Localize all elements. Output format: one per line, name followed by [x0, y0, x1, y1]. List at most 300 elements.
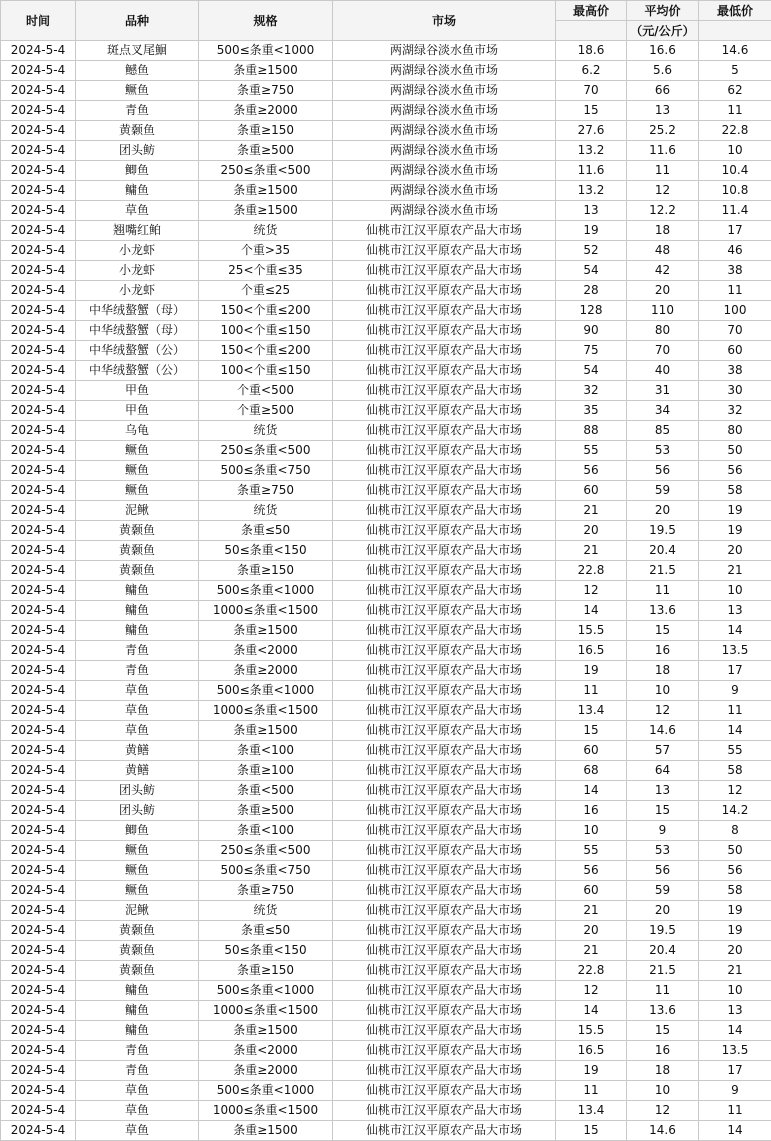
cell-time: 2024-5-4	[1, 1021, 76, 1041]
cell-max-price: 20	[556, 921, 627, 941]
cell-min-price: 32	[699, 401, 771, 421]
cell-time: 2024-5-4	[1, 241, 76, 261]
cell-time: 2024-5-4	[1, 981, 76, 1001]
cell-spec: 1000≤条重<1500	[199, 601, 333, 621]
table-row	[1, 161, 771, 181]
cell-avg-price: 14.6	[627, 1121, 699, 1141]
cell-avg-price: 19.5	[627, 521, 699, 541]
cell-market: 仙桃市江汉平原农产品大市场	[333, 981, 556, 1001]
cell-market: 仙桃市江汉平原农产品大市场	[333, 1041, 556, 1061]
cell-avg-price: 18	[627, 1061, 699, 1081]
cell-time: 2024-5-4	[1, 721, 76, 741]
cell-min-price: 17	[699, 661, 771, 681]
cell-max-price: 16.5	[556, 1041, 627, 1061]
cell-min-price: 10	[699, 981, 771, 1001]
table-row	[1, 101, 771, 121]
cell-max-price: 20	[556, 521, 627, 541]
cell-avg-price: 12.2	[627, 201, 699, 221]
cell-avg-price: 59	[627, 881, 699, 901]
cell-max-price: 11	[556, 681, 627, 701]
cell-avg-price: 11	[627, 981, 699, 1001]
cell-time: 2024-5-4	[1, 401, 76, 421]
cell-avg-price: 53	[627, 841, 699, 861]
header-time: 时间	[1, 1, 76, 41]
cell-variety: 草鱼	[76, 721, 199, 741]
cell-avg-price: 10	[627, 681, 699, 701]
cell-time: 2024-5-4	[1, 761, 76, 781]
cell-max-price: 12	[556, 581, 627, 601]
cell-variety: 鳙鱼	[76, 981, 199, 1001]
table-row	[1, 361, 771, 381]
cell-variety: 草鱼	[76, 1101, 199, 1121]
cell-spec: 条重≥750	[199, 81, 333, 101]
cell-market: 仙桃市江汉平原农产品大市场	[333, 221, 556, 241]
cell-avg-price: 13.6	[627, 601, 699, 621]
cell-spec: 个重<500	[199, 381, 333, 401]
cell-min-price: 13	[699, 1001, 771, 1021]
cell-variety: 青鱼	[76, 101, 199, 121]
table-row	[1, 781, 771, 801]
cell-spec: 个重≥500	[199, 401, 333, 421]
cell-min-price: 30	[699, 381, 771, 401]
cell-min-price: 55	[699, 741, 771, 761]
table-row	[1, 61, 771, 81]
cell-market: 仙桃市江汉平原农产品大市场	[333, 241, 556, 261]
cell-min-price: 14	[699, 1121, 771, 1141]
cell-avg-price: 20.4	[627, 941, 699, 961]
table-row	[1, 681, 771, 701]
cell-spec: 500≤条重<1000	[199, 581, 333, 601]
table-row	[1, 1101, 771, 1121]
cell-time: 2024-5-4	[1, 781, 76, 801]
cell-time: 2024-5-4	[1, 921, 76, 941]
cell-market: 仙桃市江汉平原农产品大市场	[333, 821, 556, 841]
table-row	[1, 541, 771, 561]
cell-spec: 个重≤25	[199, 281, 333, 301]
cell-variety: 鳙鱼	[76, 601, 199, 621]
cell-spec: 500≤条重<750	[199, 461, 333, 481]
cell-avg-price: 15	[627, 801, 699, 821]
cell-variety: 草鱼	[76, 201, 199, 221]
cell-spec: 条重≥500	[199, 141, 333, 161]
cell-avg-price: 13	[627, 781, 699, 801]
cell-variety: 鳜鱼	[76, 461, 199, 481]
cell-avg-price: 11	[627, 581, 699, 601]
table-row	[1, 761, 771, 781]
cell-avg-price: 10	[627, 1081, 699, 1101]
cell-market: 仙桃市江汉平原农产品大市场	[333, 461, 556, 481]
cell-variety: 乌龟	[76, 421, 199, 441]
cell-min-price: 11	[699, 1101, 771, 1121]
cell-max-price: 60	[556, 741, 627, 761]
cell-min-price: 9	[699, 681, 771, 701]
cell-time: 2024-5-4	[1, 941, 76, 961]
table-row	[1, 521, 771, 541]
cell-time: 2024-5-4	[1, 281, 76, 301]
cell-min-price: 11	[699, 701, 771, 721]
cell-max-price: 11	[556, 1081, 627, 1101]
cell-variety: 小龙虾	[76, 241, 199, 261]
cell-avg-price: 20	[627, 281, 699, 301]
cell-avg-price: 48	[627, 241, 699, 261]
cell-time: 2024-5-4	[1, 101, 76, 121]
cell-min-price: 14	[699, 1021, 771, 1041]
cell-max-price: 19	[556, 221, 627, 241]
header-avg-price: 平均价	[627, 1, 699, 21]
cell-variety: 鳙鱼	[76, 581, 199, 601]
cell-time: 2024-5-4	[1, 741, 76, 761]
cell-market: 仙桃市江汉平原农产品大市场	[333, 881, 556, 901]
cell-spec: 统货	[199, 221, 333, 241]
cell-time: 2024-5-4	[1, 861, 76, 881]
cell-avg-price: 110	[627, 301, 699, 321]
cell-max-price: 21	[556, 501, 627, 521]
table-row	[1, 961, 771, 981]
cell-variety: 草鱼	[76, 1081, 199, 1101]
cell-avg-price: 80	[627, 321, 699, 341]
cell-time: 2024-5-4	[1, 881, 76, 901]
cell-variety: 鲫鱼	[76, 161, 199, 181]
cell-market: 仙桃市江汉平原农产品大市场	[333, 561, 556, 581]
cell-time: 2024-5-4	[1, 341, 76, 361]
cell-market: 仙桃市江汉平原农产品大市场	[333, 921, 556, 941]
cell-max-price: 11.6	[556, 161, 627, 181]
cell-variety: 翘嘴红鲌	[76, 221, 199, 241]
cell-time: 2024-5-4	[1, 641, 76, 661]
cell-time: 2024-5-4	[1, 801, 76, 821]
cell-spec: 条重≥1500	[199, 61, 333, 81]
cell-time: 2024-5-4	[1, 501, 76, 521]
cell-market: 仙桃市江汉平原农产品大市场	[333, 361, 556, 381]
cell-variety: 鳜鱼	[76, 881, 199, 901]
table-row	[1, 981, 771, 1001]
cell-market: 仙桃市江汉平原农产品大市场	[333, 341, 556, 361]
table-row	[1, 241, 771, 261]
cell-spec: 条重≥2000	[199, 661, 333, 681]
cell-max-price: 19	[556, 1061, 627, 1081]
cell-time: 2024-5-4	[1, 681, 76, 701]
table-row	[1, 381, 771, 401]
cell-max-price: 35	[556, 401, 627, 421]
cell-avg-price: 16.6	[627, 41, 699, 61]
cell-min-price: 10	[699, 581, 771, 601]
cell-min-price: 10.8	[699, 181, 771, 201]
cell-variety: 草鱼	[76, 1121, 199, 1141]
cell-max-price: 15.5	[556, 1021, 627, 1041]
cell-spec: 1000≤条重<1500	[199, 1101, 333, 1121]
cell-max-price: 12	[556, 981, 627, 1001]
cell-time: 2024-5-4	[1, 421, 76, 441]
header-unit: （元/公斤）	[627, 21, 699, 41]
cell-variety: 泥鳅	[76, 901, 199, 921]
table-row	[1, 841, 771, 861]
table-row	[1, 461, 771, 481]
cell-spec: 条重<500	[199, 781, 333, 801]
cell-max-price: 15	[556, 721, 627, 741]
cell-variety: 黄颡鱼	[76, 941, 199, 961]
cell-market: 仙桃市江汉平原农产品大市场	[333, 381, 556, 401]
cell-variety: 青鱼	[76, 641, 199, 661]
cell-avg-price: 13	[627, 101, 699, 121]
table-row	[1, 181, 771, 201]
cell-max-price: 18.6	[556, 41, 627, 61]
cell-variety: 甲鱼	[76, 401, 199, 421]
cell-max-price: 15.5	[556, 621, 627, 641]
cell-avg-price: 16	[627, 641, 699, 661]
cell-avg-price: 56	[627, 461, 699, 481]
cell-time: 2024-5-4	[1, 61, 76, 81]
cell-max-price: 16.5	[556, 641, 627, 661]
cell-avg-price: 16	[627, 1041, 699, 1061]
cell-variety: 中华绒螯蟹（公）	[76, 341, 199, 361]
cell-spec: 250≤条重<500	[199, 161, 333, 181]
table-row	[1, 121, 771, 141]
cell-variety: 黄颡鱼	[76, 921, 199, 941]
cell-min-price: 19	[699, 501, 771, 521]
cell-spec: 条重<100	[199, 821, 333, 841]
cell-spec: 1000≤条重<1500	[199, 1001, 333, 1021]
cell-max-price: 60	[556, 881, 627, 901]
cell-time: 2024-5-4	[1, 1001, 76, 1021]
table-row	[1, 741, 771, 761]
cell-time: 2024-5-4	[1, 901, 76, 921]
cell-max-price: 13.4	[556, 701, 627, 721]
table-row	[1, 1001, 771, 1021]
cell-market: 仙桃市江汉平原农产品大市场	[333, 641, 556, 661]
cell-avg-price: 18	[627, 221, 699, 241]
cell-min-price: 60	[699, 341, 771, 361]
cell-market: 两湖绿谷淡水鱼市场	[333, 81, 556, 101]
table-row	[1, 581, 771, 601]
table-row	[1, 261, 771, 281]
cell-max-price: 13.2	[556, 181, 627, 201]
table-row	[1, 141, 771, 161]
cell-market: 仙桃市江汉平原农产品大市场	[333, 521, 556, 541]
cell-time: 2024-5-4	[1, 581, 76, 601]
cell-market: 仙桃市江汉平原农产品大市场	[333, 541, 556, 561]
cell-variety: 斑点叉尾鮰	[76, 41, 199, 61]
cell-spec: 个重>35	[199, 241, 333, 261]
cell-market: 仙桃市江汉平原农产品大市场	[333, 481, 556, 501]
cell-min-price: 56	[699, 861, 771, 881]
header-spec: 规格	[199, 1, 333, 41]
cell-market: 两湖绿谷淡水鱼市场	[333, 181, 556, 201]
cell-market: 仙桃市江汉平原农产品大市场	[333, 761, 556, 781]
cell-variety: 团头鲂	[76, 801, 199, 821]
cell-min-price: 21	[699, 561, 771, 581]
cell-time: 2024-5-4	[1, 261, 76, 281]
cell-min-price: 11	[699, 101, 771, 121]
cell-min-price: 56	[699, 461, 771, 481]
cell-avg-price: 70	[627, 341, 699, 361]
cell-avg-price: 40	[627, 361, 699, 381]
cell-spec: 条重≥2000	[199, 1061, 333, 1081]
cell-max-price: 55	[556, 841, 627, 861]
cell-variety: 鳜鱼	[76, 441, 199, 461]
cell-market: 仙桃市江汉平原农产品大市场	[333, 321, 556, 341]
table-row	[1, 41, 771, 61]
table-row	[1, 621, 771, 641]
cell-spec: 条重≥1500	[199, 181, 333, 201]
cell-min-price: 58	[699, 881, 771, 901]
cell-time: 2024-5-4	[1, 1121, 76, 1141]
cell-min-price: 70	[699, 321, 771, 341]
cell-market: 仙桃市江汉平原农产品大市场	[333, 941, 556, 961]
cell-variety: 中华绒螯蟹（母）	[76, 321, 199, 341]
cell-market: 仙桃市江汉平原农产品大市场	[333, 961, 556, 981]
cell-spec: 条重≥100	[199, 761, 333, 781]
cell-variety: 鳡鱼	[76, 61, 199, 81]
cell-market: 仙桃市江汉平原农产品大市场	[333, 801, 556, 821]
cell-avg-price: 9	[627, 821, 699, 841]
cell-avg-price: 12	[627, 701, 699, 721]
cell-variety: 青鱼	[76, 1041, 199, 1061]
cell-min-price: 10.4	[699, 161, 771, 181]
header-max-price: 最高价	[556, 1, 627, 21]
cell-avg-price: 57	[627, 741, 699, 761]
cell-variety: 团头鲂	[76, 141, 199, 161]
table-row	[1, 201, 771, 221]
cell-avg-price: 59	[627, 481, 699, 501]
table-row	[1, 401, 771, 421]
table-row	[1, 441, 771, 461]
cell-min-price: 14	[699, 621, 771, 641]
cell-min-price: 10	[699, 141, 771, 161]
cell-spec: 条重≥150	[199, 561, 333, 581]
cell-spec: 500≤条重<1000	[199, 1081, 333, 1101]
table-row	[1, 321, 771, 341]
cell-min-price: 100	[699, 301, 771, 321]
cell-time: 2024-5-4	[1, 361, 76, 381]
cell-avg-price: 11.6	[627, 141, 699, 161]
cell-min-price: 58	[699, 761, 771, 781]
header-min-price: 最低价	[699, 1, 771, 21]
cell-time: 2024-5-4	[1, 821, 76, 841]
cell-max-price: 14	[556, 781, 627, 801]
cell-avg-price: 64	[627, 761, 699, 781]
cell-max-price: 75	[556, 341, 627, 361]
cell-market: 仙桃市江汉平原农产品大市场	[333, 721, 556, 741]
table-row	[1, 901, 771, 921]
cell-spec: 条重≥750	[199, 881, 333, 901]
cell-max-price: 21	[556, 541, 627, 561]
cell-variety: 鳜鱼	[76, 81, 199, 101]
table-row	[1, 301, 771, 321]
header-market: 市场	[333, 1, 556, 41]
cell-time: 2024-5-4	[1, 161, 76, 181]
cell-spec: 500≤条重<750	[199, 861, 333, 881]
cell-market: 仙桃市江汉平原农产品大市场	[333, 441, 556, 461]
table-row	[1, 641, 771, 661]
table-row	[1, 421, 771, 441]
cell-min-price: 22.8	[699, 121, 771, 141]
cell-max-price: 88	[556, 421, 627, 441]
cell-min-price: 12	[699, 781, 771, 801]
cell-variety: 草鱼	[76, 681, 199, 701]
cell-market: 两湖绿谷淡水鱼市场	[333, 161, 556, 181]
cell-variety: 鳜鱼	[76, 861, 199, 881]
cell-spec: 500≤条重<1000	[199, 681, 333, 701]
cell-min-price: 46	[699, 241, 771, 261]
cell-min-price: 19	[699, 521, 771, 541]
cell-spec: 条重<100	[199, 741, 333, 761]
cell-avg-price: 5.6	[627, 61, 699, 81]
cell-spec: 250≤条重<500	[199, 841, 333, 861]
cell-min-price: 17	[699, 221, 771, 241]
cell-avg-price: 66	[627, 81, 699, 101]
cell-market: 仙桃市江汉平原农产品大市场	[333, 681, 556, 701]
cell-avg-price: 20	[627, 501, 699, 521]
table-row	[1, 921, 771, 941]
cell-variety: 鳙鱼	[76, 621, 199, 641]
cell-spec: 50≤条重<150	[199, 941, 333, 961]
cell-max-price: 55	[556, 441, 627, 461]
cell-max-price: 32	[556, 381, 627, 401]
cell-avg-price: 42	[627, 261, 699, 281]
cell-market: 仙桃市江汉平原农产品大市场	[333, 1061, 556, 1081]
table-row	[1, 1121, 771, 1141]
cell-max-price: 14	[556, 1001, 627, 1021]
cell-variety: 小龙虾	[76, 281, 199, 301]
cell-market: 仙桃市江汉平原农产品大市场	[333, 1101, 556, 1121]
cell-avg-price: 20.4	[627, 541, 699, 561]
cell-market: 仙桃市江汉平原农产品大市场	[333, 841, 556, 861]
cell-variety: 鳙鱼	[76, 181, 199, 201]
cell-market: 仙桃市江汉平原农产品大市场	[333, 1021, 556, 1041]
cell-avg-price: 85	[627, 421, 699, 441]
cell-variety: 黄颡鱼	[76, 561, 199, 581]
cell-min-price: 38	[699, 361, 771, 381]
table-row	[1, 881, 771, 901]
cell-variety: 黄鳝	[76, 741, 199, 761]
cell-avg-price: 34	[627, 401, 699, 421]
cell-max-price: 13.2	[556, 141, 627, 161]
cell-market: 仙桃市江汉平原农产品大市场	[333, 621, 556, 641]
table-row	[1, 601, 771, 621]
cell-max-price: 128	[556, 301, 627, 321]
cell-market: 仙桃市江汉平原农产品大市场	[333, 581, 556, 601]
cell-time: 2024-5-4	[1, 1101, 76, 1121]
cell-spec: 条重≥150	[199, 961, 333, 981]
cell-market: 仙桃市江汉平原农产品大市场	[333, 741, 556, 761]
cell-max-price: 15	[556, 1121, 627, 1141]
cell-min-price: 20	[699, 541, 771, 561]
cell-spec: 条重≥1500	[199, 621, 333, 641]
cell-min-price: 19	[699, 901, 771, 921]
cell-min-price: 11	[699, 281, 771, 301]
cell-variety: 中华绒螯蟹（公）	[76, 361, 199, 381]
cell-avg-price: 56	[627, 861, 699, 881]
cell-min-price: 9	[699, 1081, 771, 1101]
cell-min-price: 13	[699, 601, 771, 621]
cell-min-price: 50	[699, 841, 771, 861]
cell-min-price: 38	[699, 261, 771, 281]
table-row	[1, 1021, 771, 1041]
table-row	[1, 821, 771, 841]
cell-avg-price: 15	[627, 1021, 699, 1041]
cell-avg-price: 19.5	[627, 921, 699, 941]
cell-avg-price: 12	[627, 181, 699, 201]
cell-time: 2024-5-4	[1, 141, 76, 161]
cell-max-price: 13.4	[556, 1101, 627, 1121]
cell-time: 2024-5-4	[1, 1041, 76, 1061]
table-row	[1, 341, 771, 361]
cell-avg-price: 53	[627, 441, 699, 461]
table-row	[1, 1061, 771, 1081]
cell-market: 仙桃市江汉平原农产品大市场	[333, 661, 556, 681]
cell-variety: 草鱼	[76, 701, 199, 721]
cell-max-price: 14	[556, 601, 627, 621]
